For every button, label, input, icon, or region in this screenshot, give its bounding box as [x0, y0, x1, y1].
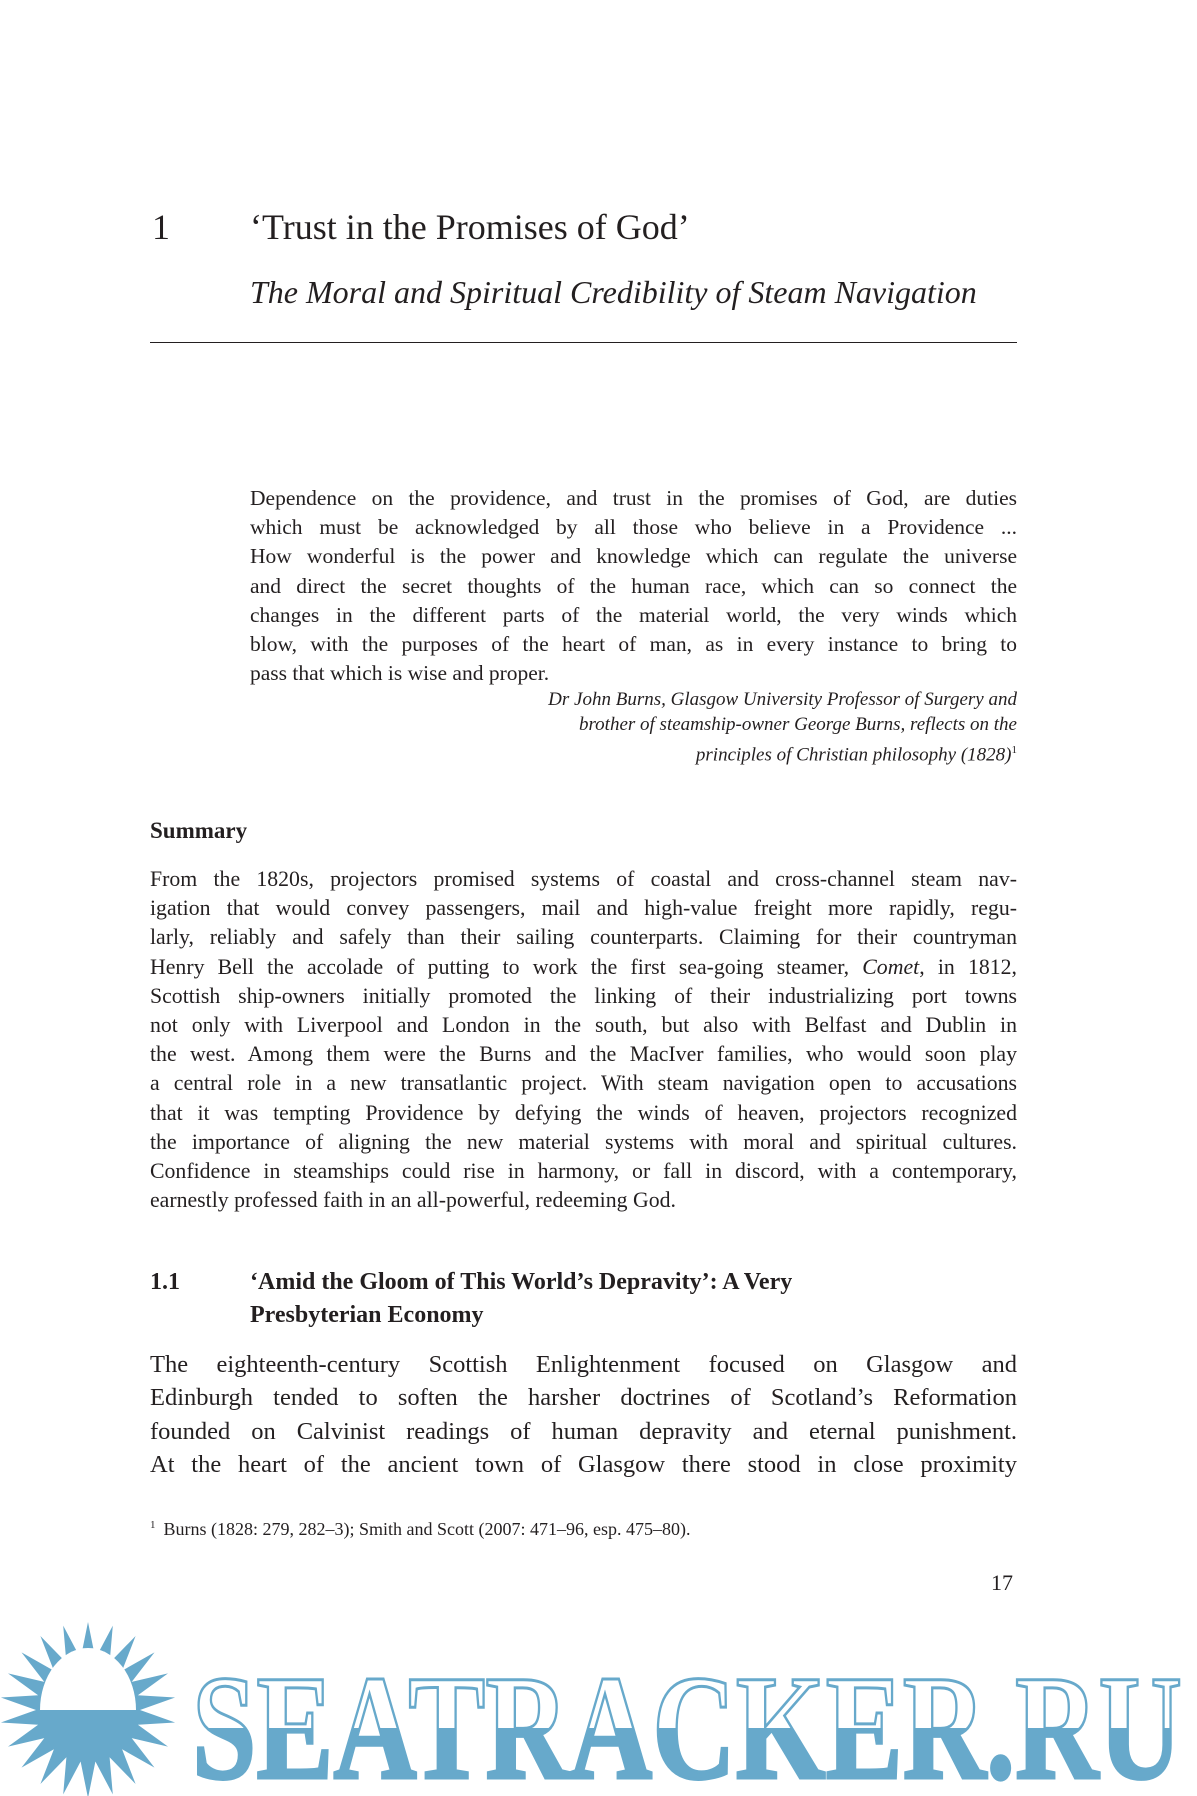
text-line: Edinburgh tended to soften the harsher doctrines of Scotland’s Reformation [150, 1384, 1017, 1412]
footnote-text: Burns (1828: 279, 282–3); Smith and Scott (2007: 471–96, esp. 475–80). [163, 1519, 691, 1539]
text-line: Dependence on the providence, and trust in the promises of God, are duties [250, 486, 1017, 510]
text-line: How wonderful is the power and knowledge which can regulate the universe [250, 544, 1017, 569]
text-line: that it was tempting Providence by defying the winds of heaven, projectors recognized [150, 1100, 1017, 1125]
title-rule [150, 342, 1017, 343]
text-line: which must be acknowledged by all those who believe in a Providence ... [250, 515, 1017, 540]
text-line: blow, with the purposes of the heart of man, as in every instance to bring to [250, 632, 1017, 657]
watermark-text: SEATRACKER.RU [192, 1645, 1182, 1796]
epigraph [250, 484, 1017, 688]
text-line: The eighteenth-century Scottish Enlightenment focused on Glasgow and [150, 1351, 1017, 1378]
text-line: igation that would convey passengers, mail and high-value freight more rapidly, regu- [150, 896, 1017, 921]
text-segment: , in 1812, [919, 954, 1017, 979]
body-paragraph [150, 1348, 1017, 1481]
text-line: the importance of aligning the new material systems with moral and spiritual cultures. [150, 1129, 1017, 1154]
chapter-title: ‘Trust in the Promises of God’ [250, 207, 690, 247]
text-line: the west. Among them were the Burns and the MacIver families, who would soon play [150, 1042, 1017, 1067]
watermark-logo [0, 1620, 1197, 1796]
text-line: and direct the secret thoughts of the human race, which can so connect the [250, 573, 1017, 598]
text-segment: Henry Bell the accolade of putting to work the first sea-going steamer, [150, 954, 863, 979]
section-title-line: ‘Amid the Gloom of This World’s Depravity’: A Very [250, 1269, 793, 1295]
chapter-subtitle: The Moral and Spiritual Credibility of Steam Navigation [250, 274, 977, 310]
section-title-line: Presbyterian Economy [250, 1302, 484, 1328]
text-line: changes in the different parts of the material world, the very winds which [250, 602, 1017, 627]
text-line: Scottish ship-owners initially promoted the linking of their industrializing port towns [150, 983, 1017, 1008]
summary-paragraph [150, 865, 1017, 1215]
chapter-number: 1 [152, 207, 170, 247]
text-line: not only with Liverpool and London in the south, but also with Belfast and Dublin in [150, 1013, 1017, 1038]
footnote [150, 1519, 690, 1540]
section-title [250, 1266, 792, 1332]
sun-icon [1, 1622, 175, 1796]
attribution-line: Dr John Burns, Glasgow University Professor of Surgery and [548, 689, 1017, 710]
text-line: founded on Calvinist readings of human depravity and eternal punishment. [150, 1417, 1017, 1445]
text-line: From the 1820s, projectors promised systems of coastal and cross-channel steam nav- [150, 867, 1017, 891]
text-line: earnestly professed faith in an all-powerful, redeeming God. [150, 1188, 676, 1213]
text-line: At the heart of the ancient town of Glasgow there stood in close proximity [150, 1450, 1017, 1478]
footnote-number: 1 [150, 1519, 156, 1531]
text-line: Confidence in steamships could rise in harmony, or fall in discord, with a contemporary, [150, 1159, 1017, 1184]
ship-name: Comet [862, 954, 920, 979]
text-line: pass that which is wise and proper. [250, 661, 550, 686]
footnote-ref[interactable]: 1 [1011, 743, 1017, 756]
text-line [150, 953, 1017, 982]
section-number: 1.1 [150, 1269, 180, 1295]
summary-heading: Summary [150, 818, 248, 843]
attribution-line [250, 738, 1017, 768]
attribution-text: principles of Christian philosophy (1828) [695, 743, 1012, 765]
attribution-line: brother of steamship-owner George Burns, reflects on the [578, 714, 1017, 736]
epigraph-attribution [250, 687, 1017, 767]
page-number: 17 [991, 1570, 1013, 1595]
text-line: a central role in a new transatlantic project. With steam navigation open to accusations [150, 1071, 1017, 1096]
text-line: larly, reliably and safely than their sailing counterparts. Claiming for their countryman [150, 925, 1017, 950]
